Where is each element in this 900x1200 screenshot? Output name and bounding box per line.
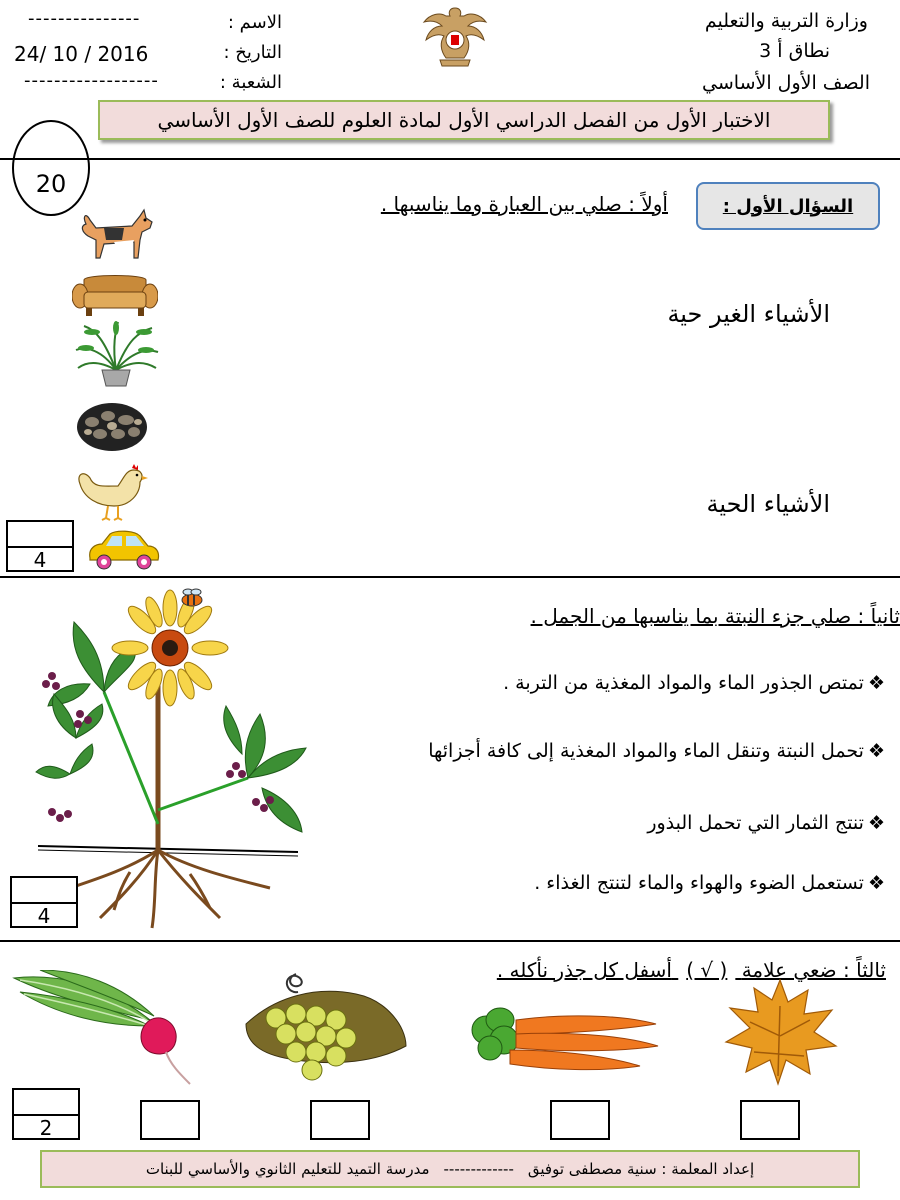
q2-instruction: ثانياً : صلي جزء النبتة بما يناسبها من الجمل . <box>530 604 900 628</box>
q1-instruction: أولاً : صلي بين العبارة وما يناسبها . <box>380 192 668 216</box>
total-score-oval <box>12 120 90 216</box>
q3-instruction: ثالثاً : ضعي علامة ( √ ) أسفل كل جذر نأكله . <box>496 958 886 982</box>
q2-score-box <box>10 876 78 928</box>
header-divider <box>0 158 900 160</box>
car-image[interactable] <box>86 528 160 572</box>
q3-score-box <box>12 1088 80 1140</box>
name-line[interactable]: --------------- <box>28 8 141 29</box>
q2-item-3: ❖تنتج الثمار التي تحمل البذور <box>647 812 885 834</box>
q2-item-1: ❖تمتص الجذور الماء والمواد المغذية من التربة . <box>503 672 885 694</box>
grade-label: الصف الأول الأساسي <box>702 72 870 94</box>
q1-divider <box>0 576 900 578</box>
q1-score-box <box>6 520 74 572</box>
bullet-icon: ❖ <box>867 740 885 762</box>
zone-label: نطاق أ 3 <box>759 40 830 62</box>
emblem-image <box>420 2 490 72</box>
leaf-image[interactable] <box>722 976 840 1088</box>
grapes-image[interactable] <box>236 966 412 1090</box>
date-label: التاريخ : <box>223 42 282 63</box>
answer-box-grapes[interactable] <box>310 1100 370 1140</box>
total-score: 20 <box>35 170 67 198</box>
q2-item-2: ❖تحمل النبتة وتنقل الماء والمواد المغذية إلى كافة أجزائها <box>428 740 885 762</box>
q2-score: 4 <box>37 904 51 928</box>
answer-box-radish[interactable] <box>140 1100 200 1140</box>
q2-divider <box>0 940 900 942</box>
q3-score: 2 <box>39 1116 53 1140</box>
footer-dashes: ------------- <box>443 1160 514 1178</box>
q2-item-4: ❖تستعمل الضوء والهواء والماء لتنتج الغذاء . <box>534 872 885 894</box>
footer-banner <box>40 1150 860 1188</box>
section-line[interactable]: ------------------ <box>24 70 159 91</box>
bullet-icon: ❖ <box>867 872 885 894</box>
checkmark-placeholder: ( √ ) <box>686 958 728 982</box>
section-label: الشعبة : <box>219 72 282 93</box>
nonliving-label: الأشياء الغير حية <box>667 300 830 328</box>
stones-image[interactable] <box>76 402 148 452</box>
answer-box-leaf[interactable] <box>740 1100 800 1140</box>
exam-title: الاختبار الأول من الفصل الدراسي الأول لمادة العلوم للصف الأول الأساسي <box>157 108 771 132</box>
radish-image[interactable] <box>10 970 200 1090</box>
exam-title-banner <box>98 100 830 140</box>
footer-teacher: إعداد المعلمة : سنية مصطفى توفيق <box>527 1160 755 1178</box>
hen-image[interactable] <box>74 464 148 522</box>
answer-box-carrots[interactable] <box>550 1100 610 1140</box>
plant-image[interactable] <box>72 320 160 388</box>
date-value: 24/ 10 / 2016 <box>14 42 149 66</box>
ministry-label: وزارة التربية والتعليم <box>704 10 868 32</box>
carrots-image[interactable] <box>470 1000 660 1074</box>
footer-school: مدرسة التميد للتعليم الثانوي والأساسي للبنات <box>145 1160 430 1178</box>
bullet-icon: ❖ <box>867 812 885 834</box>
dog-image[interactable] <box>74 206 156 264</box>
name-label: الاسم : <box>227 12 282 33</box>
question-one-label-box <box>696 182 880 230</box>
bullet-icon: ❖ <box>867 672 885 694</box>
question-one-label: السؤال الأول : <box>722 195 854 217</box>
q1-score: 4 <box>33 548 47 572</box>
living-label: الأشياء الحية <box>706 490 830 518</box>
sofa-image[interactable] <box>72 272 158 318</box>
